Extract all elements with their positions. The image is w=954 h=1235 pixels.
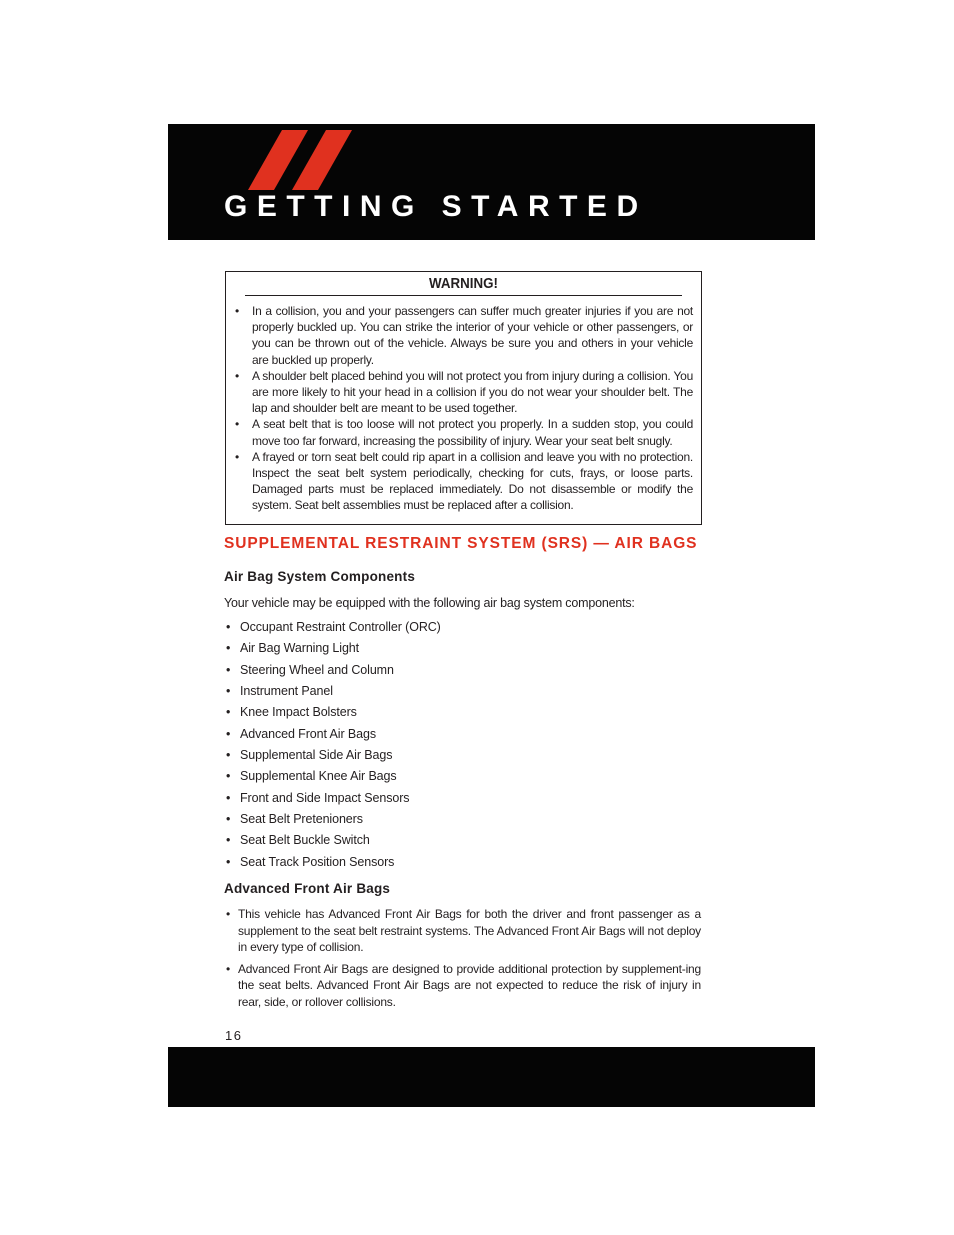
warning-list: [226, 303, 701, 514]
warning-box: [225, 271, 702, 525]
list-item: • This vehicle has Advanced Front Air Bags for both the driver and front passenger as a supplement to the seat belt restraint systems. The Advanced Front Air Bags will not deploy in every type of collision.: [224, 906, 701, 956]
page-number: 16: [225, 1028, 243, 1043]
list-item: • Advanced Front Air Bags: [224, 726, 441, 747]
warning-item: • A seat belt that is too loose will not protect you properly. In a sudden stop, you could move too far forward, increasing the possibility of injury. Wear your seat belt snugly.: [235, 416, 693, 448]
section-title: SUPPLEMENTAL RESTRAINT SYSTEM (SRS) — AIR BAGS: [224, 535, 698, 552]
components-intro: Your vehicle may be equipped with the following air bag system components:: [224, 596, 635, 610]
components-list: [224, 619, 441, 875]
footer-bar: [168, 1047, 815, 1107]
list-item: • Knee Impact Bolsters: [224, 704, 441, 725]
warning-item: • A frayed or torn seat belt could rip apart in a collision and leave you with no protection. Inspect the seat belt system periodically, checking for cuts, frays, or loose parts. Damaged parts must be replaced immediately. Do not disassemble or modify the system. Seat belt assemblies must be replaced after a collision.: [235, 449, 693, 514]
list-item: • Seat Track Position Sensors: [224, 854, 441, 875]
list-item: • Air Bag Warning Light: [224, 640, 441, 661]
components-heading: Air Bag System Components: [224, 569, 416, 584]
list-item: • Steering Wheel and Column: [224, 662, 441, 683]
advanced-heading: Advanced Front Air Bags: [224, 881, 391, 896]
warning-item: • In a collision, you and your passengers can suffer much greater injuries if you are not properly buckled up. You can strike the interior of your vehicle or other passengers, or you can be thrown out of the vehicle. Always be sure you and others in your vehicle are buckled up properly.: [235, 303, 693, 368]
advanced-list: [224, 906, 701, 1016]
warning-heading: WARNING!: [245, 272, 682, 296]
list-item: • Seat Belt Buckle Switch: [224, 832, 441, 853]
header-bar: [168, 124, 815, 240]
list-item: • Supplemental Side Air Bags: [224, 747, 441, 768]
list-item: • Supplemental Knee Air Bags: [224, 768, 441, 789]
page-title: GETTING STARTED: [224, 190, 648, 223]
list-item: • Occupant Restraint Controller (ORC): [224, 619, 441, 640]
list-item: • Front and Side Impact Sensors: [224, 790, 441, 811]
list-item: • Instrument Panel: [224, 683, 441, 704]
warning-item: • A shoulder belt placed behind you will not protect you from injury during a collision. You are more likely to hit your head in a collision if you do not wear your shoulder belt. The lap and shoulder belt are meant to be used together.: [235, 368, 693, 417]
brand-stripes-icon: [248, 130, 358, 190]
list-item: • Advanced Front Air Bags are designed to provide additional protection by supplement-ing the seat belts. Advanced Front Air Bags are not expected to reduce the risk of injury in rear, side, or rollover collisions.: [224, 961, 701, 1011]
list-item: • Seat Belt Pretenioners: [224, 811, 441, 832]
